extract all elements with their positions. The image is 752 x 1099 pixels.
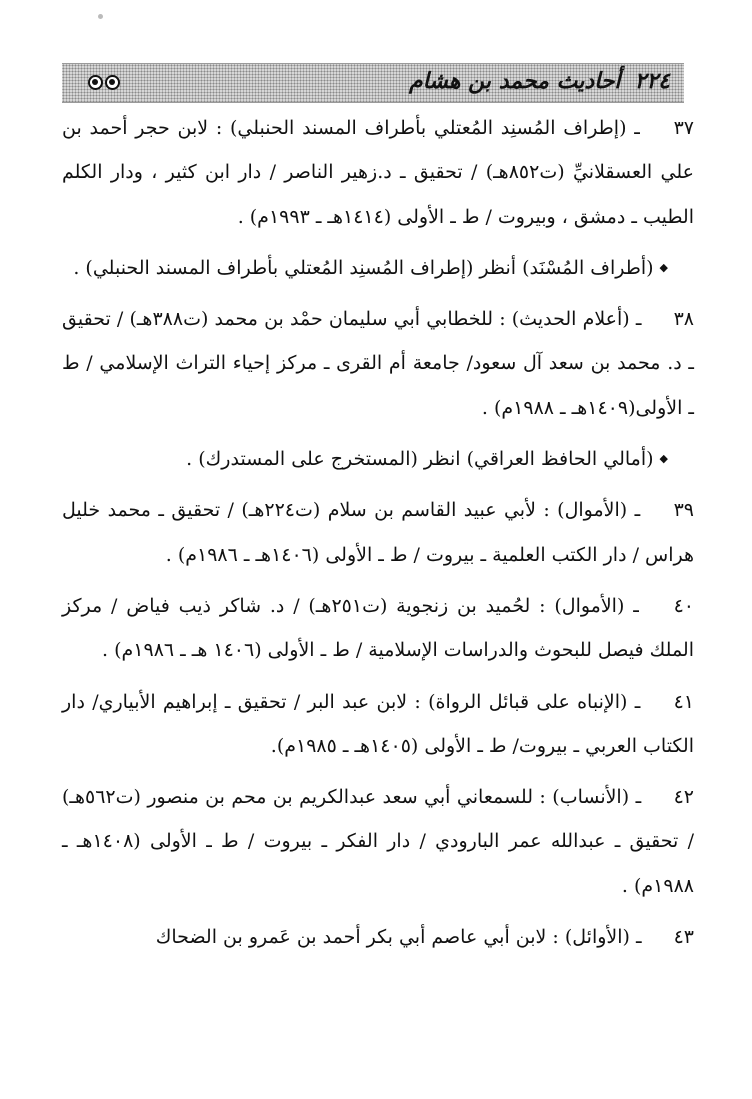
bibliography-entry-42	[62, 775, 694, 908]
cross-reference-note	[62, 437, 694, 481]
ornament-circle-icon	[88, 75, 103, 90]
bibliography-entry-43	[62, 915, 694, 959]
entry-text: ٤٣ ـ (الأوائل) : لابن أبي عاصم أبي بكر أحمد بن عَمرو بن الضحاك	[155, 926, 694, 949]
diamond-bullet-icon: ◆	[659, 452, 668, 466]
header-book-title: أحاديث محمد بن هشام	[408, 69, 621, 94]
ornament-circle-icon	[105, 75, 120, 90]
entry-text: ٤١ ـ (الإنباه على قبائل الرواة) : لابن عبد البر / تحقيق ـ إبراهيم الأبياري/ دار الكتاب العربي ـ بيروت/ ط ـ الأولى (١٤٠٥هـ ـ ١٩٨٥م).	[62, 690, 694, 757]
note-text: (أطراف المُسْنَد) أنظر (إطراف المُسنِد المُعتلي بأطراف المسند الحنبلي) .	[73, 256, 654, 279]
bibliography-entry-37	[62, 106, 694, 239]
diamond-bullet-icon: ◆	[659, 260, 668, 274]
header-ornament-icon	[88, 75, 120, 90]
cross-reference-note	[62, 246, 694, 290]
header-title-block	[409, 68, 670, 96]
running-header	[62, 63, 684, 103]
entry-text: ٤٠ ـ (الأموال) : لحُميد بن زنجوية (ت٢٥١هـ) / د. شاكر ذيب فياض / مركز الملك فيصل للبحوث والدراسات الإسلامية / ط ـ الأولى (١٤٠٦ هـ ـ ١٩٨٦م) .	[62, 594, 694, 662]
entry-text: ٣٩ ـ (الأموال) : لأبي عبيد القاسم بن سلام (ت٢٢٤هـ) / تحقيق ـ محمد خليل هراس / دار الكتب العلمية ـ بيروت / ط ـ الأولى (١٤٠٦هـ ـ ١٩٨٦م) .	[62, 499, 694, 566]
bibliography-entry-39	[62, 488, 694, 577]
page-corner-mark	[98, 14, 103, 19]
bibliography-list	[62, 106, 694, 966]
bibliography-entry-38	[62, 297, 694, 430]
bibliography-entry-41	[62, 680, 694, 769]
entry-text: ٣٧ ـ (إطراف المُسنِد المُعتلي بأطراف المسند الحنبلي) : لابن حجر أحمد بن علي العسقلانيِّ (ت٨٥٢هـ) / تحقيق ـ د.زهير الناصر / دار ابن كثير ، ودار الكلم الطيب ـ دمشق ، وبيروت / ط ـ الأولى (١٤١٤هـ ـ ١٩٩٣م) .	[62, 117, 694, 228]
entry-text: ٤٢ ـ (الأنساب) : للسمعاني أبي سعد عبدالكريم بن محم بن منصور (ت٥٦٢هـ) / تحقيق ـ عبدالله عمر البارودي / دار الفكر ـ بيروت / ط ـ الأولى (١٤٠٨هـ ـ ١٩٨٨م) .	[62, 786, 694, 897]
note-text: (أمالي الحافظ العراقي) انظر (المستخرج على المستدرك) .	[186, 448, 654, 471]
header-page-number: ٢٢٤	[634, 69, 670, 94]
entry-text: ٣٨ ـ (أعلام الحديث) : للخطابي أبي سليمان حمْد بن محمد (ت٣٨٨هـ) / تحقيق ـ د. محمد بن سعد آل سعود/ جامعة أم القرى ـ مركز إحياء التراث الإسلامي / ط ـ الأولى(١٤٠٩هـ ـ ١٩٨٨م) .	[62, 308, 694, 419]
bibliography-entry-40	[62, 584, 694, 673]
